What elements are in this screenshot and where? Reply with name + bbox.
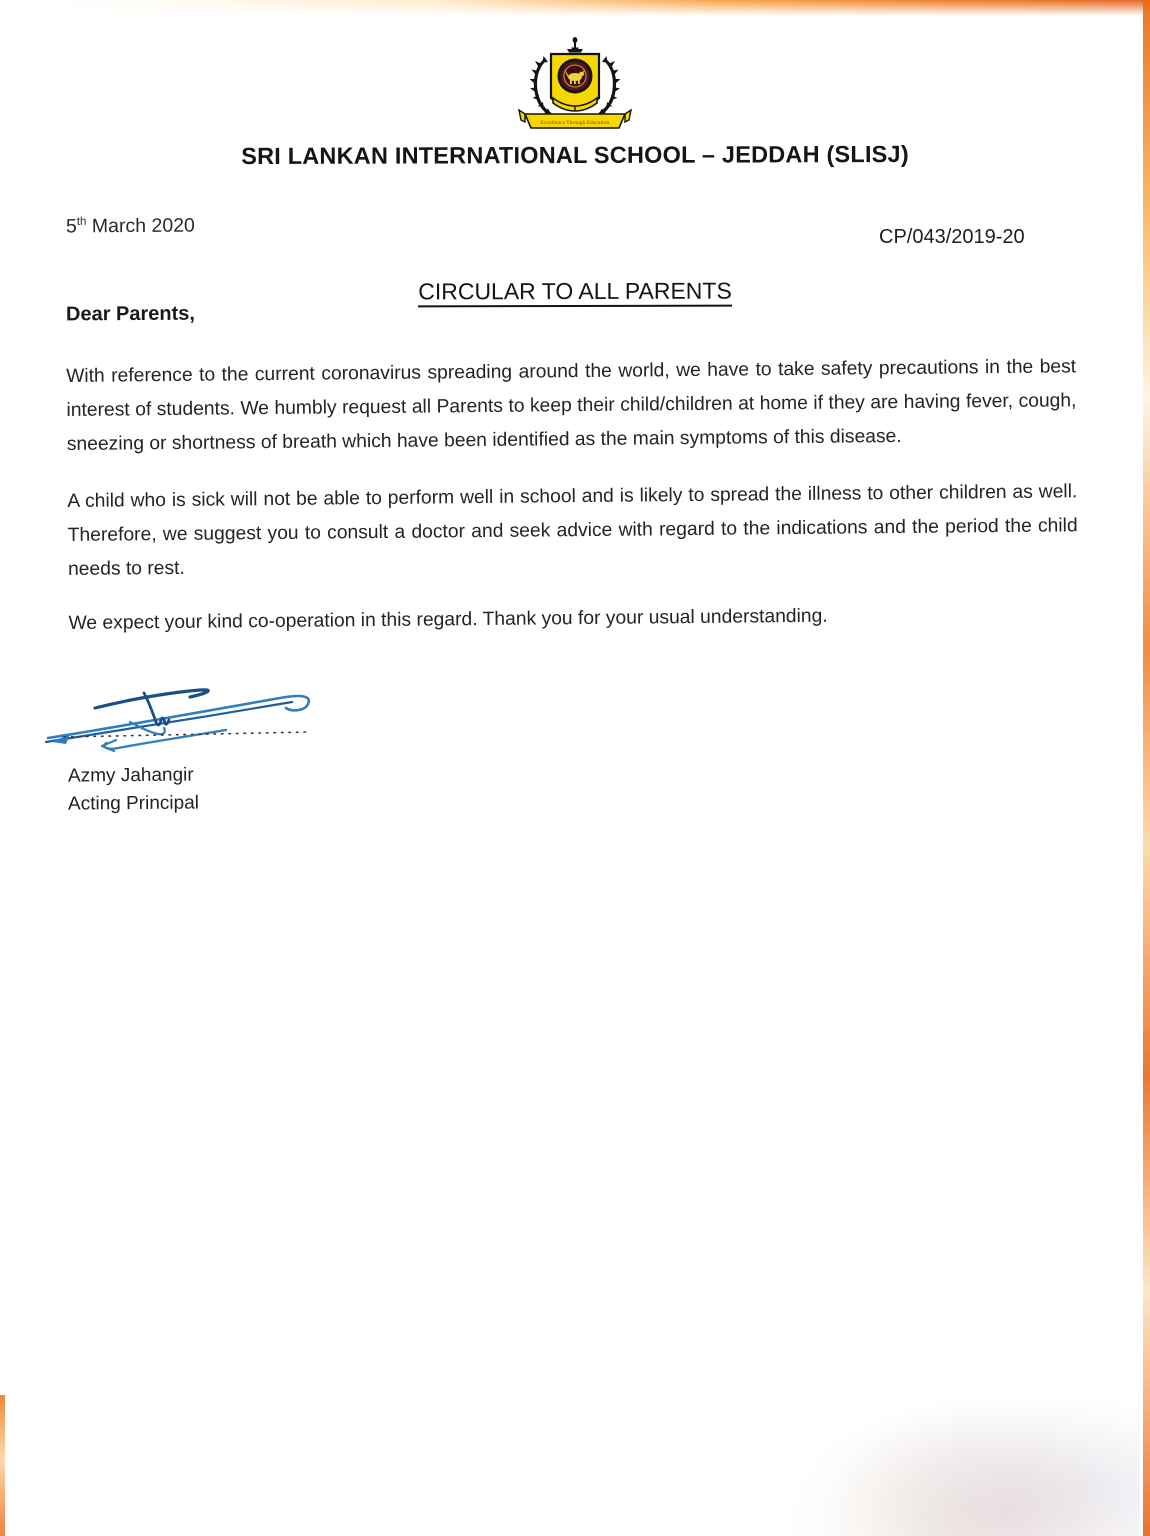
body-paragraph: We expect your kind co-operation in this regard. Thank you for your usual understanding. (68, 605, 828, 634)
signatory-name: Azmy Jahangir (67, 764, 194, 787)
handwritten-signature-icon (40, 680, 370, 760)
date-ordinal-suffix: th (76, 215, 87, 228)
date-month-year: March 2020 (86, 214, 195, 238)
crest-motto-text (541, 120, 610, 126)
scan-edge-left (0, 1395, 5, 1536)
svg-text:Excellence Through Education: Excellence Through Education (540, 120, 610, 126)
letter-body (66, 350, 1078, 634)
signature-block (40, 680, 440, 814)
letter-date (66, 215, 195, 239)
reference-number: CP/043/2019-20 (879, 226, 1025, 248)
school-name-heading: SRI LANKAN INTERNATIONAL SCHOOL – JEDDAH (SLISJ) (241, 140, 909, 170)
page-title-text: CIRCULAR TO ALL PARENTS (418, 278, 732, 308)
scan-edge-right (1143, 0, 1150, 1536)
school-logo-container (0, 36, 1150, 139)
date-day: 5 (65, 215, 77, 238)
school-crest-icon (515, 36, 635, 134)
signatory-designation: Acting Principal (67, 792, 200, 815)
scan-edge-top (0, 0, 1150, 16)
body-paragraph: With reference to the current coronavirus spreading around the world, we have to take safety precautions in the best interest of students. We humbly request all Parents to keep their child/children at home if they are having fever, cough, sneezing or shortness of breath which have been identified as the main symptoms of this disease. (66, 356, 1077, 455)
body-paragraph: A child who is sick will not be able to perform well in school and is likely to spread the illness to other children as well. Therefore, we suggest you to consult a doctor and seek advice with regard to the indications and the period the child needs to rest. (67, 481, 1078, 580)
scan-noise-artifact (790, 1376, 1140, 1536)
salutation: Dear Parents, (65, 302, 196, 326)
